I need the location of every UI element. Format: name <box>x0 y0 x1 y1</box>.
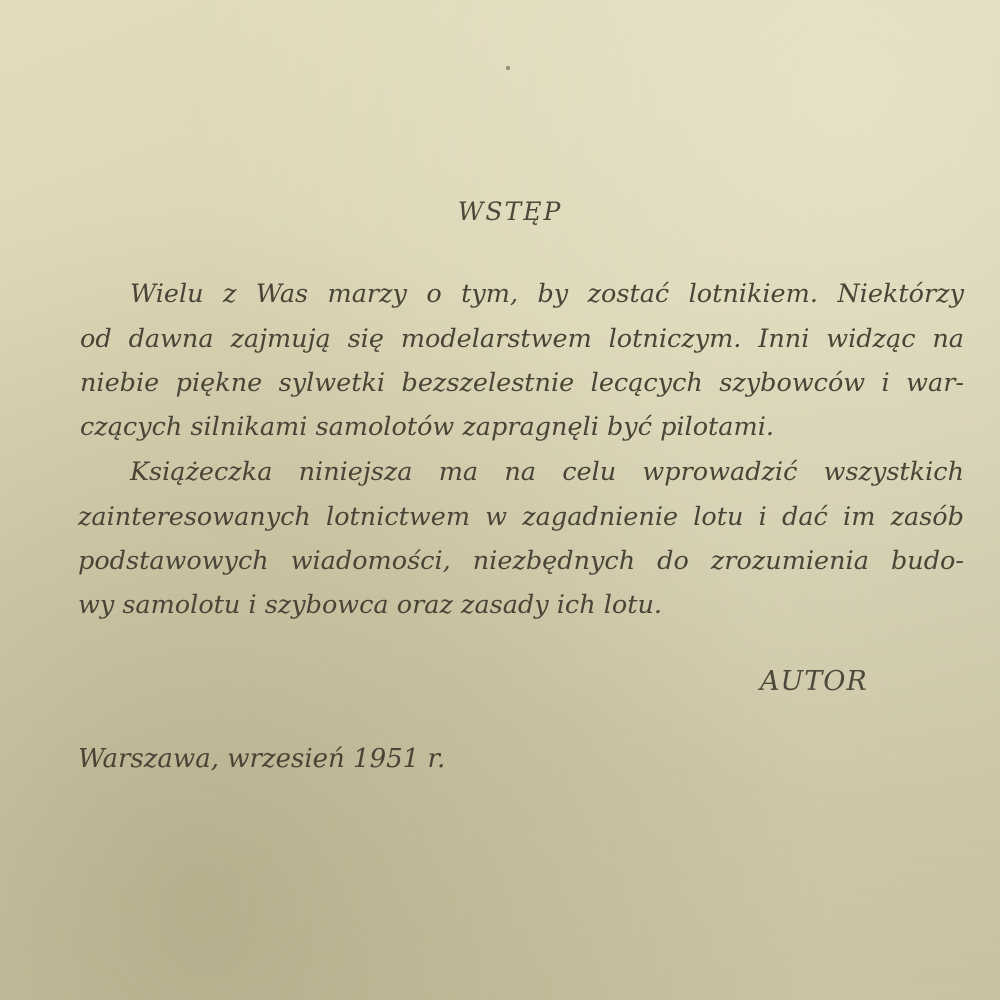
paper-speck <box>506 66 510 70</box>
paragraph-2-line: podstawowych wiadomości, niezbędnych do zrozumienia budo- <box>78 546 964 576</box>
author-signature: AUTOR <box>760 666 868 697</box>
paragraph-1-line: niebie piękne sylwetki bezszelestnie lecących szybowców i war- <box>80 368 964 398</box>
paragraph-2-line: wy samolotu i szybowca oraz zasady ich lotu. <box>78 590 663 620</box>
paragraph-1-line: Wielu z Was marzy o tym, by zostać lotnikiem. Niektórzy <box>130 279 964 309</box>
paragraph-1-line: czących silnikami samolotów zapragnęli być pilotami. <box>80 412 774 442</box>
paragraph-2-line: Książeczka niniejsza ma na celu wprowadzić wszystkich <box>130 457 964 487</box>
place-date-line: Warszawa, wrzesień 1951 r. <box>78 744 446 774</box>
paragraph-2-line: zainteresowanych lotnictwem w zagadnienie lotu i dać im zasób <box>78 502 964 532</box>
paragraph-1-line: od dawna zajmują się modelarstwem lotniczym. Inni widząc na <box>80 324 964 354</box>
page-title: WSTĘP <box>457 197 563 226</box>
